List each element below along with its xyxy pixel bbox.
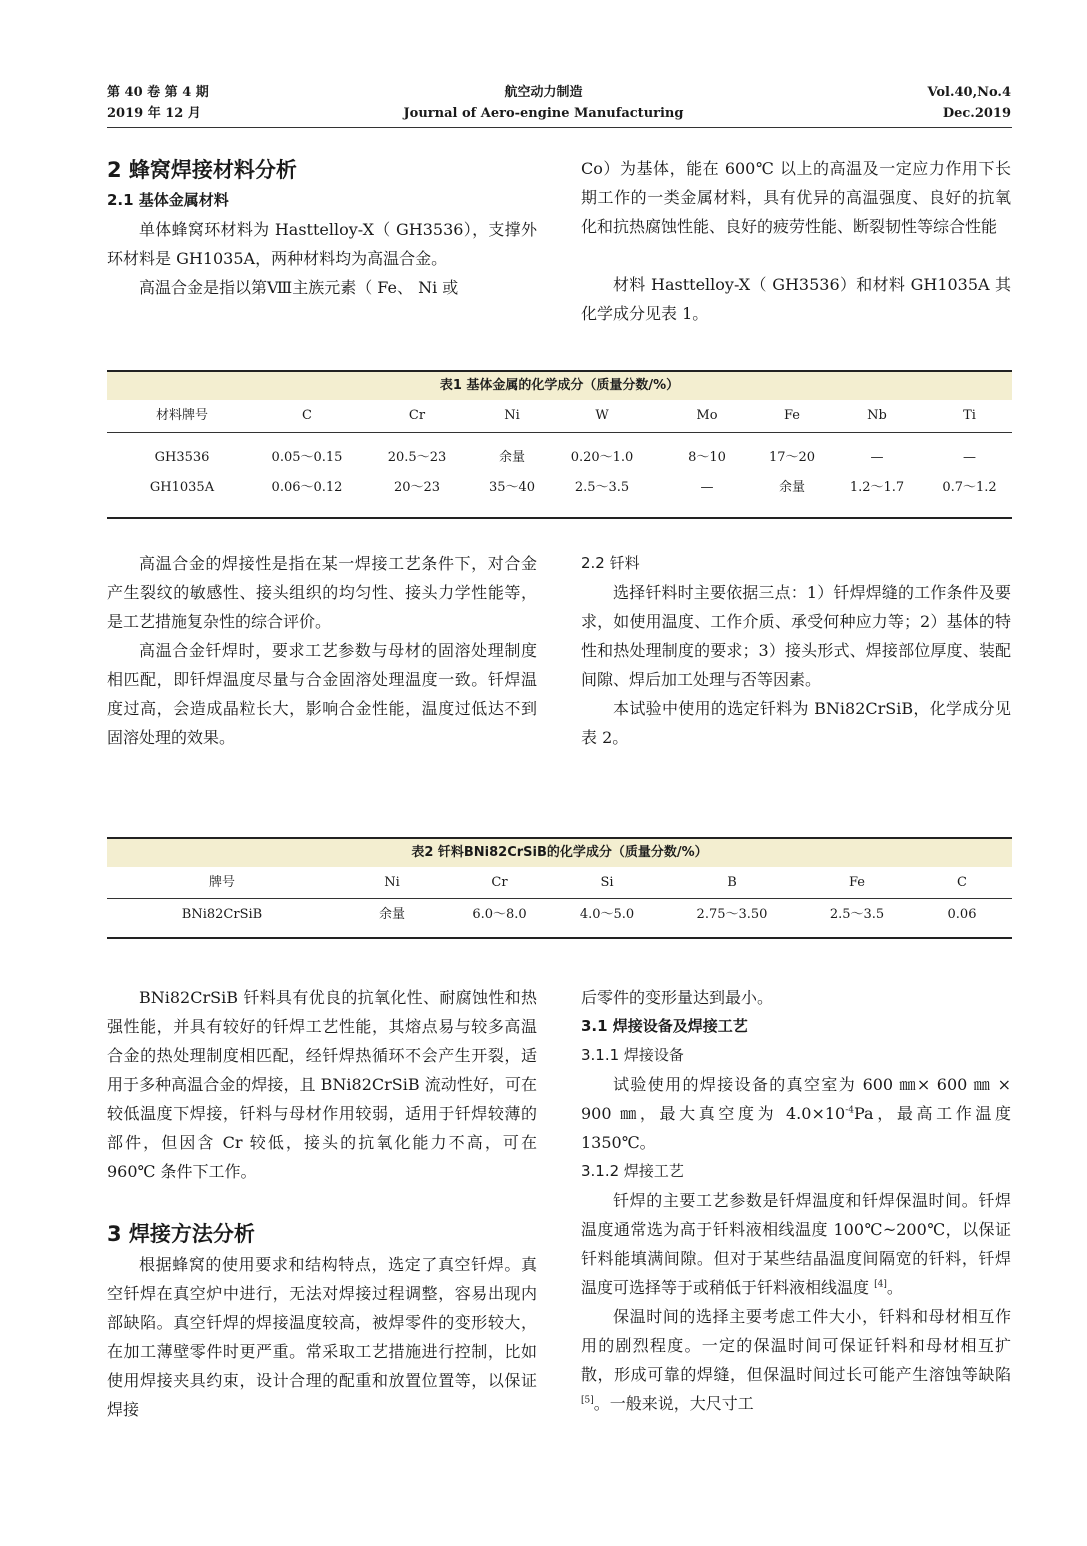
table-cell: GH1035A xyxy=(149,480,215,495)
table-cell: 余量 xyxy=(378,907,405,922)
paragraph-continuation: 后零件的变形量达到最小。 xyxy=(581,988,774,1007)
paragraph-text: 钎焊的主要工艺参数是钎焊温度和钎焊保温时间。钎焊温度通常选为高于钎料液相线温度 100℃~200℃，以保证钎料能填满间隙。但对于某些结晶温度间隔宽的钎料，钎焊温度可选择等于或稍低于钎料液相线温度 xyxy=(581,1191,1011,1297)
table-header-cell: Si xyxy=(600,875,614,890)
table-cell: 余量 xyxy=(778,480,805,495)
left-column-middle xyxy=(107,549,537,752)
right-column-middle xyxy=(581,549,1011,752)
table-row xyxy=(107,443,1012,473)
journal-title-block xyxy=(0,82,1087,124)
table-cell: 0.06～0.12 xyxy=(271,480,343,495)
paragraph xyxy=(581,1186,1011,1302)
table-header-cell: 材料牌号 xyxy=(155,408,208,423)
table-cell: 余量 xyxy=(498,450,525,465)
section-3-heading: 3 焊接方法分析 xyxy=(107,1222,255,1246)
table-header-cell: Nb xyxy=(867,408,887,423)
journal-title-en: Journal of Aero-engine Manufacturing xyxy=(403,106,684,121)
table-cell: GH3536 xyxy=(154,450,210,465)
table-header-cell: C xyxy=(302,408,312,423)
table-header-cell: Fe xyxy=(848,875,865,890)
table-cell: 2.5～3.5 xyxy=(829,907,885,922)
table-cell: 20～23 xyxy=(393,480,441,495)
journal-title-cn: 航空动力制造 xyxy=(504,85,583,100)
paragraph-text: 试验使用的焊接设备的真空室为 600 ㎜× 600 ㎜ × 900 ㎜，最大真空度为 4.0×10 xyxy=(581,1075,1011,1123)
subsection-3-1-2-heading: 3.1.2 焊接工艺 xyxy=(581,1162,684,1180)
citation-ref: [4] xyxy=(874,1279,887,1290)
table-header-cell: Cr xyxy=(408,408,426,423)
subsection-3-1-heading: 3.1 焊接设备及焊接工艺 xyxy=(581,1017,748,1035)
table-2-header-row xyxy=(107,867,1012,899)
paragraph: 高温合金是指以第Ⅷ主族元素（ Fe、 Ni 或 xyxy=(139,278,459,297)
table-header-cell: B xyxy=(727,875,737,890)
table-cell: 2.5～3.5 xyxy=(574,480,630,495)
table-cell: 35～40 xyxy=(488,480,536,495)
publication-date-en: Dec.2019 xyxy=(942,106,1011,121)
table-header-cell: 牌号 xyxy=(208,875,235,890)
table-cell: — xyxy=(870,450,884,465)
paragraph-continuation-text: Co）为基体，能在 600℃ 以上的高温及一定应力作用下长期工作的一类金属材料，具有优异的高温强度、良好的抗氧化和抗热腐蚀性能、良好的疲劳性能、断裂韧性等综合性能 xyxy=(581,159,1011,236)
volume-issue: 第 40 卷 第 4 期 xyxy=(107,85,209,100)
table-header-cell: Mo xyxy=(696,408,718,423)
table-1 xyxy=(107,370,1012,519)
table-cell: 6.0～8.0 xyxy=(472,907,527,922)
table-1-header-row xyxy=(107,400,1012,433)
table-header-cell: W xyxy=(595,408,609,423)
right-column-continuation xyxy=(581,154,1011,270)
table-header-cell: Ti xyxy=(963,408,976,423)
table-header-cell: Ni xyxy=(384,875,400,890)
subsection-2-1-heading: 2.1 基体金属材料 xyxy=(107,191,229,209)
table-header-cell: C xyxy=(957,875,967,890)
paragraph-text: 保温时间的选择主要考虑工件大小，钎料和母材相互作用的剧烈程度。一定的保温时间可保证钎料和母材相互扩散，形成可靠的焊缝，但保温时间过长可能产生溶蚀等缺陷 xyxy=(581,1307,1011,1384)
table-row xyxy=(107,473,1012,503)
publication-date: 2019 年 12 月 xyxy=(107,106,201,121)
paragraph: 单体蜂窝环材料为 Hasttelloy-X（ GH3536），支撑外环材料是 GH1035A，两种材料均为高温合金。 xyxy=(107,220,537,268)
section-2-heading: 2 蜂窝焊接材料分析 xyxy=(107,158,297,182)
table-cell: BNi82CrSiB xyxy=(181,907,263,922)
subsection-3-1-1-heading: 3.1.1 焊接设备 xyxy=(581,1046,684,1064)
table-1-caption: 表1 基体金属的化学成分（质量分数/%） xyxy=(107,370,1012,400)
table-cell: — xyxy=(963,450,976,465)
paragraph: 材料 Hasttelloy-X（ GH3536）和材料 GH1035A 其化学成分见表 1。 xyxy=(581,275,1011,323)
table-cell: 0.7～1.2 xyxy=(942,480,997,495)
paragraph: 本试验中使用的选定钎料为 BNi82CrSiB，化学成分见表 2。 xyxy=(581,699,1011,747)
table-cell: 2.75～3.50 xyxy=(696,907,768,922)
citation-ref: [5] xyxy=(581,1395,594,1406)
paragraph xyxy=(581,1302,1011,1418)
table-cell: 0.20～1.0 xyxy=(570,450,634,465)
table-2-caption: 表2 钎料BNi82CrSiB的化学成分（质量分数/%） xyxy=(107,837,1012,867)
left-column-top xyxy=(107,154,537,302)
volume-issue-en: Vol.40,No.4 xyxy=(927,85,1011,100)
table-cell: 0.05～0.15 xyxy=(271,450,343,465)
superscript: -4 xyxy=(845,1105,854,1116)
table-cell: 1.2～1.7 xyxy=(849,480,905,495)
paragraph: 高温合金钎焊时，要求工艺参数与母材的固溶处理制度相匹配，即钎焊温度尽量与合金固溶处理温度一致。钎焊温度过高，会造成晶粒长大，影响合金性能，温度过低达不到固溶处理的效果。 xyxy=(107,641,537,747)
paragraph: 根据蜂窝的使用要求和结构特点，选定了真空钎焊。真空钎焊在真空炉中进行，无法对焊接过程调整，容易出现内部缺陷。真空钎焊的焊接温度较高，被焊零件的变形较大，在加工薄壁零件时更严重。常采取工艺措施进行控制，比如使用焊接夹具约束，设计合理的配重和放置位置等，以保证焊接 xyxy=(107,1255,537,1419)
table-cell: 20.5～23 xyxy=(387,450,447,465)
paragraph: BNi82CrSiB 钎料具有优良的抗氧化性、耐腐蚀性和热强性能，并具有较好的钎焊工艺性能，其熔点易与较多高温合金的热处理制度相匹配，经钎焊热循环不会产生开裂，适用于多种高温合金的焊接，且 BNi82CrSiB 流动性好，可在较低温度下焊接，钎料与母材作用较弱，适用于钎焊较薄的部件，但因含 Cr 较低，接头的抗氧化能力不高，可在 960℃ 条件下工作。 xyxy=(107,988,537,1181)
paragraph-text: Pa，最高工作温度 1350℃。 xyxy=(581,1104,1011,1152)
paragraph xyxy=(581,1070,1011,1157)
right-column-top-2 xyxy=(581,270,1011,328)
table-row xyxy=(107,901,1012,929)
journal-volume-info-en xyxy=(927,82,1011,124)
paragraph-text: 。 xyxy=(886,1278,903,1297)
left-column-bottom xyxy=(107,983,537,1424)
table-2 xyxy=(107,837,1012,939)
table-cell: 0.06 xyxy=(947,907,977,922)
table-1-body xyxy=(107,433,1012,519)
table-cell: 17～20 xyxy=(768,450,816,465)
paragraph: 高温合金的焊接性是指在某一焊接工艺条件下，对合金产生裂纹的敏感性、接头组织的均匀性、接头力学性能等，是工艺措施复杂性的综合评价。 xyxy=(107,554,537,631)
table-header-cell: Cr xyxy=(491,875,508,890)
paragraph: 选择钎料时主要依据三点：1）钎焊焊缝的工作条件及要求，如使用温度、工作介质、承受何种应力等；2）基体的特性和热处理制度的要求；3）接头形式、焊接部位厚度、装配间隙、焊后加工处理与否等因素。 xyxy=(581,583,1011,689)
header-divider xyxy=(107,127,1012,128)
subsection-2-2-heading: 2.2 钎料 xyxy=(581,554,640,572)
paragraph-text: 。一般来说，大尺寸工 xyxy=(593,1394,754,1413)
table-cell: 8～10 xyxy=(688,450,726,465)
right-column-bottom xyxy=(581,983,1011,1418)
table-cell: — xyxy=(700,480,714,495)
table-cell: 4.0～5.0 xyxy=(579,907,635,922)
table-header-cell: Ni xyxy=(504,408,520,423)
table-2-body xyxy=(107,899,1012,939)
table-header-cell: Fe xyxy=(783,408,800,423)
